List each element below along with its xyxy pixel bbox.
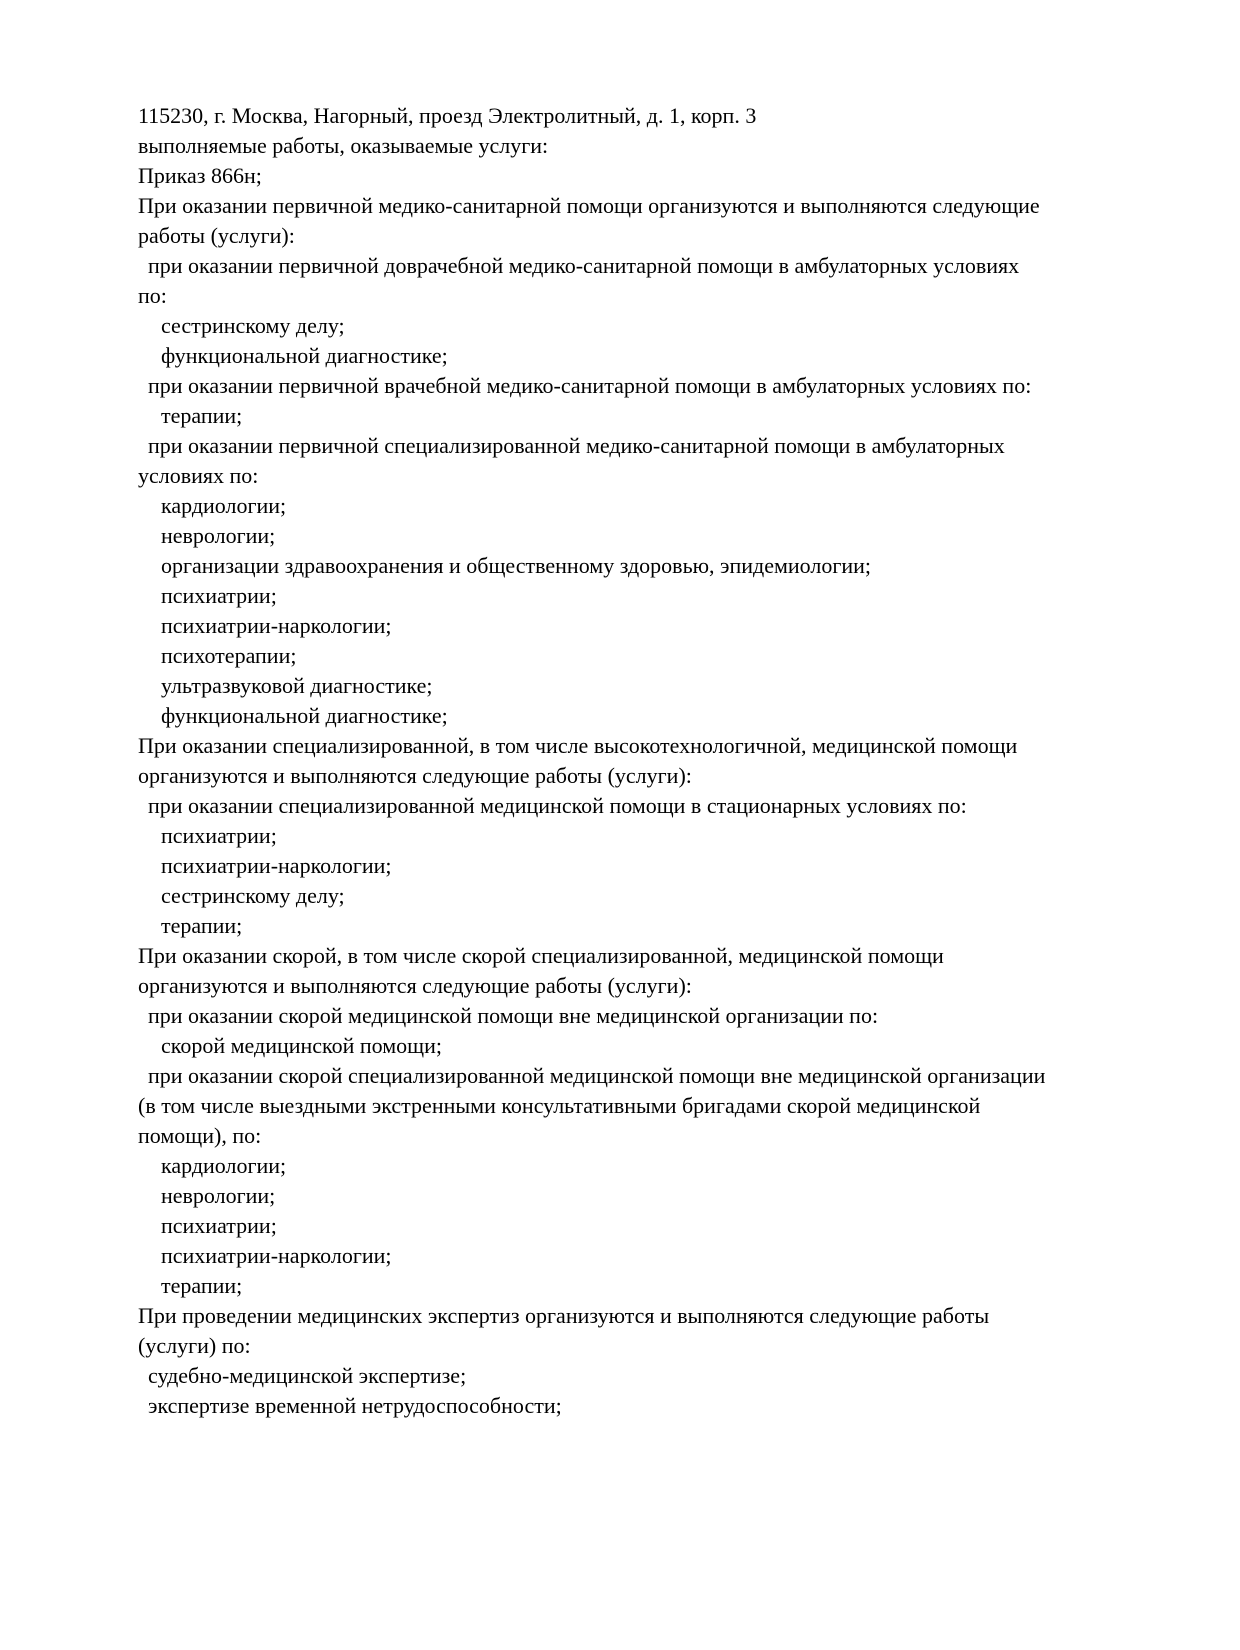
document-line: неврологии; (161, 1183, 276, 1208)
document-line: при оказании скорой специализированной медицинской помощи вне медицинской организации (148, 1063, 1046, 1088)
document-line: выполняемые работы, оказываемые услуги: (138, 133, 549, 158)
document-line: помощи), по: (138, 1123, 262, 1148)
document-line: судебно-медицинской экспертизе; (148, 1363, 467, 1388)
document-line: при оказании первичной врачебной медико-санитарной помощи в амбулаторных условиях по: (148, 373, 1032, 398)
document-line: психиатрии-наркологии; (161, 853, 392, 878)
document-line: при оказании специализированной медицинской помощи в стационарных условиях по: (148, 793, 967, 818)
document-line: терапии; (161, 403, 243, 428)
document-line: (в том числе выездными экстренными консультативными бригадами скорой медицинской (138, 1093, 981, 1118)
document-line: кардиологии; (161, 493, 287, 518)
document-line: При оказании первичной медико-санитарной помощи организуются и выполняются следующие (138, 193, 1040, 218)
document-line: при оказании первичной специализированной медико-санитарной помощи в амбулаторных (148, 433, 1005, 458)
document-line: по: (138, 283, 167, 308)
document-line: функциональной диагностике; (161, 343, 448, 368)
document-line: экспертизе временной нетрудоспособности; (148, 1393, 562, 1418)
license-works-text-block (138, 101, 1180, 1421)
document-line: неврологии; (161, 523, 276, 548)
document-line: при оказании первичной доврачебной медико-санитарной помощи в амбулаторных условиях (148, 253, 1020, 278)
document-line: функциональной диагностике; (161, 703, 448, 728)
document-line: кардиологии; (161, 1153, 287, 1178)
document-line: организуются и выполняются следующие работы (услуги): (138, 973, 692, 998)
document-line: организуются и выполняются следующие работы (услуги): (138, 763, 692, 788)
document-line: психиатрии; (161, 823, 277, 848)
document-line: условиях по: (138, 463, 259, 488)
document-line: организации здравоохранения и общественному здоровью, эпидемиологии; (161, 553, 872, 578)
document-line: психиатрии-наркологии; (161, 613, 392, 638)
document-line: Приказ 866н; (138, 163, 262, 188)
document-line: (услуги) по: (138, 1333, 251, 1358)
document-line: 115230, г. Москва, Нагорный, проезд Электролитный, д. 1, корп. 3 (138, 103, 757, 128)
document-line: При оказании специализированной, в том числе высокотехнологичной, медицинской помощи (138, 733, 1018, 758)
document-line: психотерапии; (161, 643, 297, 668)
document-line: работы (услуги): (138, 223, 295, 248)
document-line: терапии; (161, 913, 243, 938)
document-line: При оказании скорой, в том числе скорой специализированной, медицинской помощи (138, 943, 944, 968)
document-line: При проведении медицинских экспертиз организуются и выполняются следующие работы (138, 1303, 990, 1328)
document-line: сестринскому делу; (161, 883, 345, 908)
document-line: скорой медицинской помощи; (161, 1033, 443, 1058)
document-line: сестринскому делу; (161, 313, 345, 338)
document-line: психиатрии; (161, 583, 277, 608)
document-line: психиатрии; (161, 1213, 277, 1238)
document-line: терапии; (161, 1273, 243, 1298)
document-line: психиатрии-наркологии; (161, 1243, 392, 1268)
document-line: ультразвуковой диагностике; (161, 673, 433, 698)
document-line: при оказании скорой медицинской помощи вне медицинской организации по: (148, 1003, 879, 1028)
